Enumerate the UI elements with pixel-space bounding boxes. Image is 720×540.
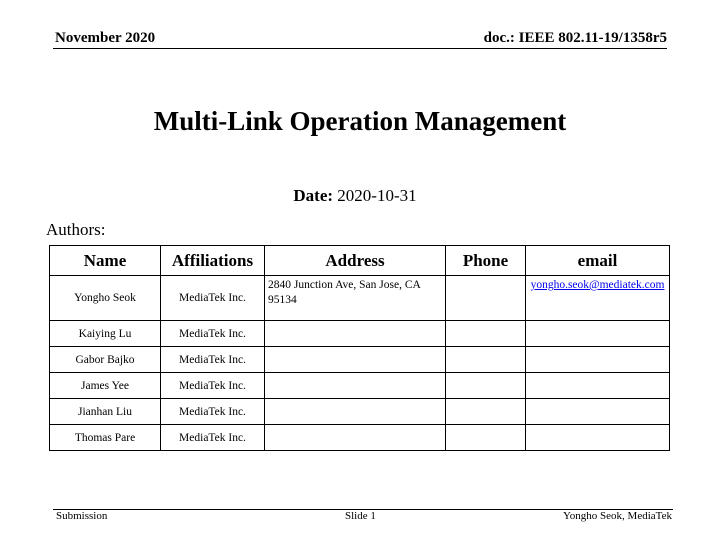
column-header-affiliations: Affiliations	[161, 246, 265, 276]
author-affiliation: MediaTek Inc.	[161, 276, 265, 321]
column-header-address: Address	[265, 246, 446, 276]
author-phone	[446, 373, 526, 399]
author-affiliation: MediaTek Inc.	[161, 321, 265, 347]
author-address	[265, 321, 446, 347]
author-address: 2840 Junction Ave, San Jose, CA 95134	[265, 276, 446, 321]
author-email	[526, 373, 670, 399]
table-row	[50, 347, 670, 373]
author-address	[265, 347, 446, 373]
date-line	[0, 186, 710, 206]
authors-table	[49, 245, 670, 451]
table-row	[50, 425, 670, 451]
author-address	[265, 425, 446, 451]
author-address	[265, 399, 446, 425]
author-affiliation: MediaTek Inc.	[161, 425, 265, 451]
author-affiliation: MediaTek Inc.	[161, 347, 265, 373]
author-name: Jianhan Liu	[50, 399, 161, 425]
author-email	[526, 399, 670, 425]
header-doc-id: doc.: IEEE 802.11-19/1358r5	[483, 30, 667, 46]
column-header-email: email	[526, 246, 670, 276]
table-row	[50, 276, 670, 321]
footer-slide-number: Slide 1	[345, 510, 376, 522]
author-phone	[446, 321, 526, 347]
author-address	[265, 373, 446, 399]
header-divider	[53, 48, 667, 49]
author-phone	[446, 399, 526, 425]
column-header-phone: Phone	[446, 246, 526, 276]
author-name: Yongho Seok	[50, 276, 161, 321]
footer-submission: Submission	[56, 510, 108, 522]
date-label: Date:	[293, 186, 334, 205]
author-name: Thomas Pare	[50, 425, 161, 451]
author-name: Kaiying Lu	[50, 321, 161, 347]
author-email	[526, 425, 670, 451]
author-affiliation: MediaTek Inc.	[161, 373, 265, 399]
author-email-link[interactable]: yongho.seok@mediatek.com	[530, 279, 665, 291]
author-name: James Yee	[50, 373, 161, 399]
author-email	[526, 321, 670, 347]
date-value: 2020-10-31	[337, 186, 417, 205]
column-header-name: Name	[50, 246, 161, 276]
table-row	[50, 321, 670, 347]
author-email-cell	[526, 276, 670, 321]
footer-author: Yongho Seok, MediaTek	[562, 510, 672, 522]
table-row	[50, 373, 670, 399]
author-email	[526, 347, 670, 373]
author-phone	[446, 425, 526, 451]
author-phone	[446, 276, 526, 321]
table-row	[50, 399, 670, 425]
header-date: November 2020	[55, 30, 156, 46]
author-affiliation: MediaTek Inc.	[161, 399, 265, 425]
author-name: Gabor Bajko	[50, 347, 161, 373]
author-phone	[446, 347, 526, 373]
table-header-row	[50, 246, 670, 276]
slide-title: Multi-Link Operation Management	[153, 106, 567, 136]
authors-label: Authors:	[46, 220, 106, 239]
